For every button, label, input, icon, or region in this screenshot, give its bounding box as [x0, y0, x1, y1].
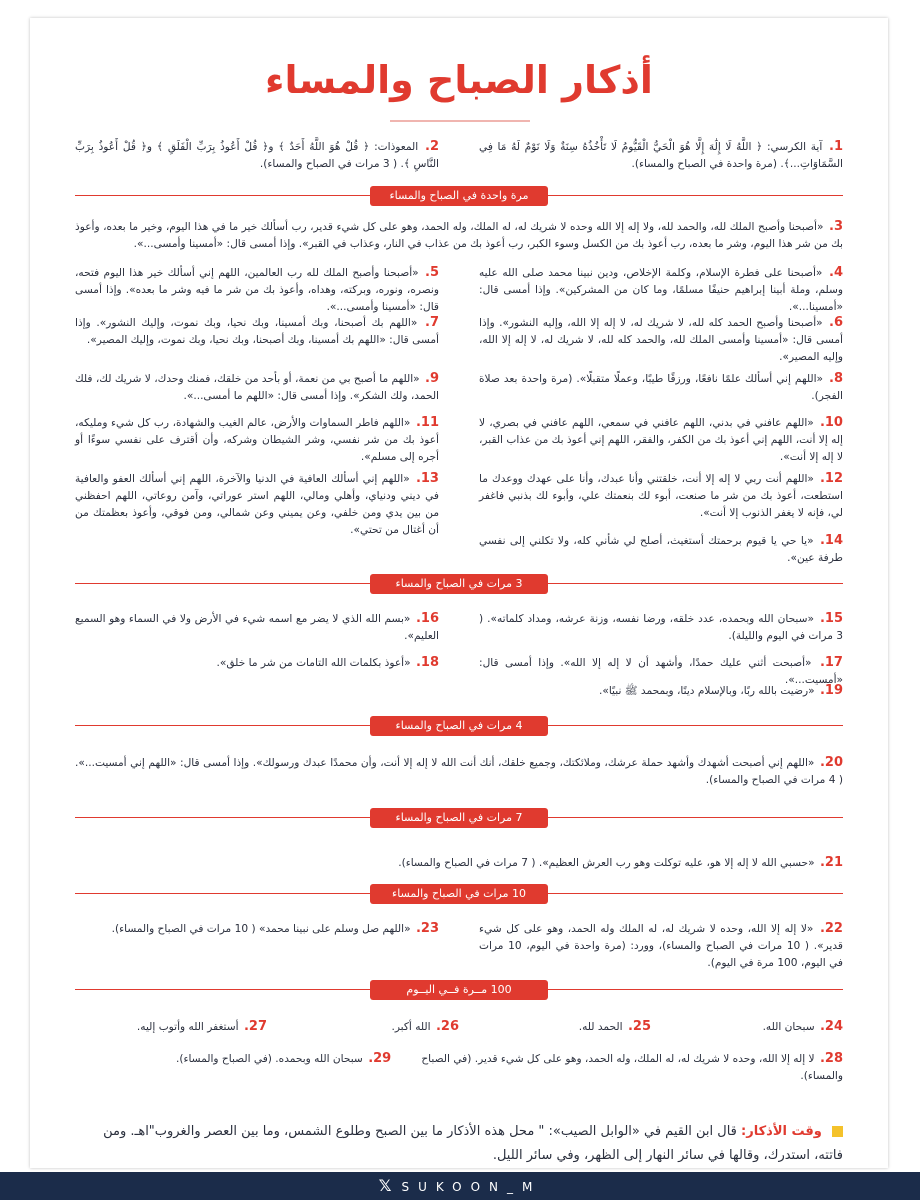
item-number: 19. — [819, 683, 843, 698]
section-header-three — [75, 574, 843, 594]
row-10-11 — [75, 414, 843, 466]
dhikr-item-2 — [75, 138, 439, 173]
item-number: 22. — [819, 921, 843, 936]
item-number: 23. — [415, 921, 439, 936]
item-number: 9. — [425, 371, 439, 386]
dhikr-item-24 — [651, 1018, 843, 1036]
row-22-23 — [75, 920, 843, 972]
footer-brand: SUKOON_M — [401, 1180, 542, 1194]
item-number: 29. — [368, 1051, 392, 1066]
item-number: 24. — [819, 1019, 843, 1034]
item-number: 4. — [829, 265, 843, 280]
section-header-once — [75, 186, 843, 206]
section-header-four — [75, 716, 843, 736]
item-text: «اللهم بك أصبحنا، وبك أمسينا، وبك نحيا، وبك نموت، وإليك النشور». وإذا أمسى قال: «اللهم بك أمسينا، وبك أصبحنا، وبك نحيا، وبك نموت، وإليك المصير». — [75, 317, 439, 346]
dhikr-item-13 — [75, 470, 439, 539]
item-number: 8. — [829, 371, 843, 386]
item-number: 13. — [415, 471, 439, 486]
empty-column — [75, 532, 439, 567]
item-number: 20. — [819, 755, 843, 770]
dhikr-item-14 — [479, 532, 843, 567]
x-logo-icon: 𝕏 — [378, 1176, 392, 1195]
dhikr-item-27 — [75, 1018, 267, 1036]
item-number: 15. — [819, 611, 843, 626]
item-text: «سبحان الله وبحمده، عدد خلقه، ورضا نفسه، وزنة عرشه، ومداد كلماته». ( 3 مرات في اليوم والليلة). — [479, 613, 843, 642]
item-text: «أصبحنا وأصبح الملك لله، والحمد لله، ولا إله إلا الله وحده لا شريك له، له الملك، وله الحمد، وهو على كل شيء قدير، رب أسألك خير ما في هذا اليوم، وخير ما بعده، وأعوذ بك من شر هذا اليوم، وشر ما بعده، رب أعوذ بك من الكسل وسوء الكبر، رب أعوذ بك من عذاب في النار، وعذاب في القبر». وإذا أمسى قال: «أمسينا وأمسى...». — [75, 221, 843, 250]
item-number: 25. — [627, 1019, 651, 1034]
dhikr-item-4 — [479, 264, 843, 316]
item-text: «أصبحنا على فطرة الإسلام، وكلمة الإخلاص، ودين نبينا محمد صلى الله عليه وسلم، وملة أبينا إبراهيم حنيفًا مسلمًا، وما كان من المشركين». وإذا أمسى قال: «أمسينا...». — [479, 267, 843, 313]
empty-column — [75, 682, 439, 700]
row-28-29 — [75, 1050, 843, 1085]
footer-bar — [0, 1172, 920, 1200]
item-text: سبحان الله وبحمده. (في الصباح والمساء). — [175, 1053, 363, 1065]
item-number: 12. — [819, 471, 843, 486]
section-label: 3 مرات في الصباح والمساء — [370, 574, 548, 594]
item-number: 17. — [819, 655, 843, 670]
dhikr-item-16 — [75, 610, 439, 645]
item-text: «أصبحنا وأصبح الملك لله رب العالمين، اللهم إني أسألك خير هذا اليوم فتحه، ونصره، ونوره، وبركته، وهداه، وأعوذ بك من شر ما فيه وشر ما بعده». وإذا أمسى قال: «أمسينا وأمسى...». — [75, 267, 439, 313]
item-number: 1. — [828, 139, 843, 154]
dhikr-item-11 — [75, 414, 439, 466]
section-label: 4 مرات في الصباح والمساء — [370, 716, 548, 736]
dhikr-item-12 — [479, 470, 843, 539]
item-number: 5. — [424, 265, 439, 280]
item-text: المعوذات: ﴿ قُلْ هُوَ اللَّهُ أَحَدٌ ﴾ و﴿ قُلْ أَعُوذُ بِرَبِّ الْفَلَقِ ﴾ و﴿ قُلْ أَعُوذُ بِرَبِّ النَّاسِ ﴾. ( 3 مرات في الصباح والمساء). — [75, 141, 439, 170]
section-header-ten — [75, 884, 843, 904]
dhikr-item-3 — [75, 218, 843, 253]
section-header-seven — [75, 808, 843, 828]
item-text: أستغفر الله وأتوب إليه. — [136, 1021, 239, 1033]
dhikr-item-7 — [75, 314, 439, 366]
item-number: 14. — [819, 533, 843, 548]
dhikr-item-29 — [75, 1050, 391, 1085]
dhikr-item-5 — [75, 264, 439, 316]
dhikr-item-1 — [479, 138, 843, 173]
row-4-5 — [75, 264, 843, 316]
dhikr-item-22 — [479, 920, 843, 972]
item-number: 18. — [415, 655, 439, 670]
item-text: سبحان الله. — [762, 1021, 815, 1033]
item-text: «اللهم أنت ربي لا إله إلا أنت، خلقتني وأنا عبدك، وأنا على عهدك ووعدك ما استطعت، أعوذ بك من شر ما صنعت، أبوء لك بنعمتك علي، وأبوء لك بذنبي فاغفر لي، فإنه لا يغفر الذنوب إلا أنت». — [479, 473, 843, 519]
item-number: 2. — [425, 139, 439, 154]
item-text: «حسبي الله لا إله إلا هو، عليه توكلت وهو رب العرش العظيم». ( 7 مرات في الصباح والمساء). — [398, 857, 815, 869]
dhikr-item-6 — [479, 314, 843, 366]
item-number: 6. — [829, 315, 843, 330]
row-19 — [75, 682, 843, 700]
item-number: 21. — [819, 855, 843, 870]
section-label: 100 مــرة فــي اليــوم — [370, 980, 548, 1000]
square-marker-icon — [832, 1126, 843, 1137]
section-label: مرة واحدة في الصباح والمساء — [370, 186, 548, 206]
dhikr-item-28 — [391, 1050, 843, 1085]
item-text: لا إله إلا الله، وحده لا شريك له، له الملك، وله الحمد، وهو على كل شيء قدير. (في الصباح والمساء). — [421, 1053, 843, 1082]
item-text: «لا إله إلا الله، وحده لا شريك له، له الملك وله الحمد، وهو على كل شيء قدير». ( 10 مرات في الصباح والمساء)، وورد: (مرة واحدة في اليوم، 10 مرات في اليوم، 100 مرة في اليوم). — [479, 923, 843, 969]
dhikr-item-19 — [479, 682, 843, 700]
dhikr-item-21 — [75, 854, 843, 872]
item-text: «اللهم فاطر السماوات والأرض، عالم الغيب والشهادة، رب كل شيء ومليكه، أعوذ بك من شر نفسي، وشر الشيطان وشركه، وأن أقترف على نفسي سوءًا أو أجره إلى مسلم». — [75, 417, 439, 463]
dhikr-item-26 — [267, 1018, 459, 1036]
row-8-9 — [75, 370, 843, 405]
item-text: «أعوذ بكلمات الله التامات من شر ما خلق». — [216, 657, 411, 669]
item-text: «رضيت بالله ربًا، وبالإسلام دينًا، وبمحمد ﷺ نبيًا». — [598, 685, 815, 697]
row-14 — [75, 532, 843, 567]
row-12-13 — [75, 470, 843, 539]
dhikr-item-9 — [75, 370, 439, 405]
title-underline — [390, 120, 530, 122]
item-text: «أصبحت أثني عليك حمدًا، وأشهد أن لا إله إلا الله». وإذا أمسى قال: «أمسيت...». — [479, 657, 843, 686]
dhikr-item-15 — [479, 610, 843, 645]
item-text: آية الكرسي: ﴿ اللَّهُ لَا إِلَٰهَ إِلَّا هُوَ الْحَيُّ الْقَيُّومُ لَا تَأْخُذُهُ سِنَةٌ وَلَا نَوْمٌ لَهُ مَا فِي السَّمَاوَاتِ...﴾. (مرة واحدة في الصباح والمساء). — [479, 141, 843, 170]
item-text: «أصبحنا وأصبح الحمد كله لله، لا شريك له، لا إله إلا الله، وإليه النشور». وإذا أمسى قال: «أمسينا وأمسى الملك لله، والحمد كله لله، لا شريك له، لا إله إلا الله، وإليه المصير». — [479, 317, 843, 363]
item-number: 3. — [829, 219, 843, 234]
dhikr-item-20 — [75, 754, 843, 789]
item-number: 27. — [243, 1019, 267, 1034]
page-title: أذكار الصباح والمساء — [265, 58, 653, 102]
section-label: 10 مرات في الصباح والمساء — [370, 884, 548, 904]
item-text: «يا حي يا قيوم برحمتك أستغيث، أصلح لي شأني كله، ولا تكلني إلى نفسي طرفة عين». — [479, 535, 843, 564]
item-number: 26. — [435, 1019, 459, 1034]
item-text: «اللهم إني أصبحت أشهدك وأشهد حملة عرشك، وملائكتك، وجميع خلقك، أنك أنت الله لا إله إلا أنت، وأن محمدًا عبدك ورسولك». وإذا أمسى قال: «اللهم إني أمسيت...». ( 4 مرات في الصباح والمساء). — [75, 757, 843, 786]
item-text: «اللهم صل وسلم على نبينا محمد» ( 10 مرات في الصباح والمساء). — [111, 923, 411, 935]
item-text: «اللهم إني أسألك العافية في الدنيا والآخرة، اللهم إني أسألك العفو والعافية في ديني ودنياي، وأهلي ومالي، اللهم استر عوراتي، وآمن روعاتي، اللهم احفظني من بين يدي ومن خلفي، وعن يميني وعن شمالي، ومن فوقي، وأعوذ بعظمتك من أن أغتال من تحتي». — [75, 473, 439, 536]
dhikr-item-25 — [459, 1018, 651, 1036]
item-text: «اللهم عافني في بدني، اللهم عافني في سمعي، اللهم عافني في بصري، لا إله إلا أنت، اللهم إني أعوذ بك من الكفر، والفقر، اللهم إني أعوذ بك من عذاب القبر، لا إله إلا أنت». — [479, 417, 843, 463]
item-text: الحمد لله. — [578, 1021, 623, 1033]
dhikr-item-23 — [75, 920, 439, 972]
item-number: 10. — [819, 415, 843, 430]
document-page — [30, 18, 888, 1168]
row-15-16 — [75, 610, 843, 645]
row-24-27 — [75, 1018, 843, 1036]
item-number: 11. — [415, 415, 439, 430]
item-text: الله أكبر. — [391, 1021, 431, 1033]
item-text: «اللهم إني أسألك علمًا نافعًا، ورزقًا طيبًا، وعملًا متقبلًا». (مرة واحدة بعد صلاة الفجر). — [479, 373, 843, 402]
dhikr-item-8 — [479, 370, 843, 405]
row-1-2 — [75, 138, 843, 173]
note-label: وقت الأذكار: — [741, 1124, 822, 1139]
dhikr-item-10 — [479, 414, 843, 466]
section-label: 7 مرات في الصباح والمساء — [370, 808, 548, 828]
item-number: 28. — [819, 1051, 843, 1066]
note-text: قال ابن القيم في «الوابل الصيب»: " محل هذه الأذكار ما بين الصبح وطلوع الشمس، وما بين العصر والغروب"اهـ. ومن فاتته، استدرك، وقالها في سائر النهار إلى الظهر، وفي سائر الليل. — [103, 1124, 843, 1163]
item-text: «اللهم ما أصبح بي من نعمة، أو بأحد من خلقك، فمنك وحدك، لا شريك لك، فلك الحمد، ولك الشكر». وإذا أمسى قال: «اللهم ما أمسى...». — [75, 373, 439, 402]
dhikr-time-note — [75, 1120, 843, 1168]
item-number: 7. — [425, 315, 439, 330]
item-number: 16. — [415, 611, 439, 626]
item-text: «بسم الله الذي لا يضر مع اسمه شيء في الأرض ولا في السماء وهو السميع العليم». — [75, 613, 439, 642]
section-header-hundred — [75, 980, 843, 1000]
row-6-7 — [75, 314, 843, 366]
